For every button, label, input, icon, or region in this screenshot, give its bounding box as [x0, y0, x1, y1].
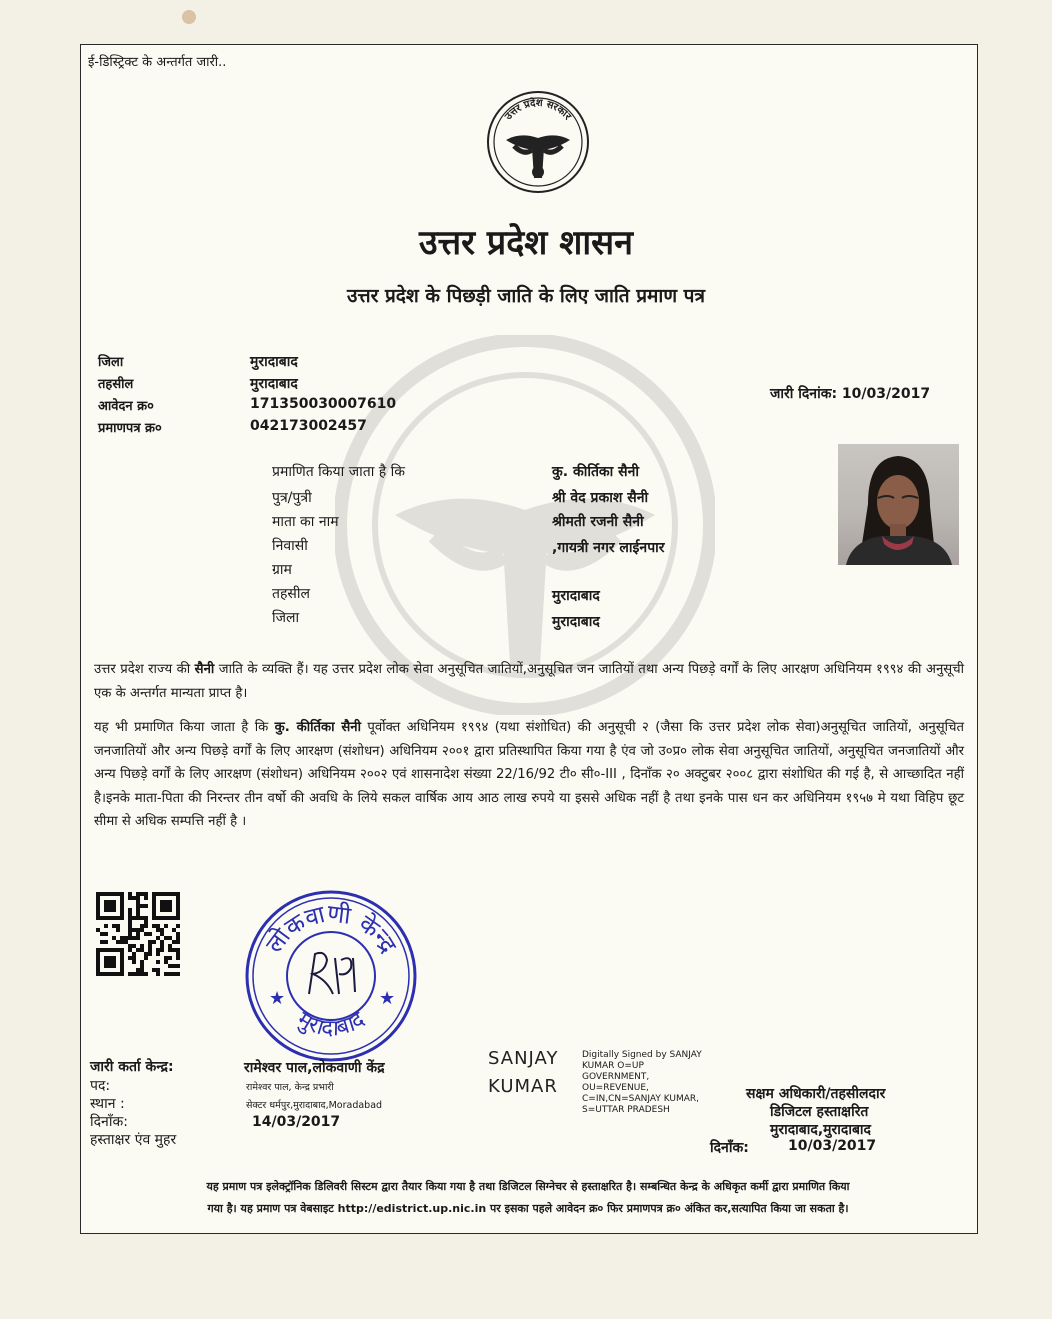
signer-name-line1: SANJAY: [488, 1048, 559, 1069]
issuer-post-value: रामेश्वर पाल, केन्द्र प्रभारी: [246, 1082, 334, 1093]
signer-name-line2: KUMAR: [488, 1076, 558, 1097]
header-note: ई-डिस्ट्रिक्ट के अन्तर्गत जारी..: [88, 55, 227, 70]
certificate-subtitle: उत्तर प्रदेश के पिछड़ी जाति के लिए जाति प्रमाण पत्र: [347, 285, 705, 307]
issuer-date-value: 14/03/2017: [252, 1114, 341, 1130]
detail-label-tehsil: तहसील: [98, 377, 134, 392]
detail-label-certificate-no: प्रमाणपत्र क्र०: [98, 421, 162, 436]
authority-digital-signed: डिजिटल हस्ताक्षरित: [770, 1104, 869, 1120]
issuer-center-value: रामेश्वर पाल,लोकवाणी केंद्र: [244, 1060, 385, 1076]
person-value-district: मुरादाबाद: [552, 614, 600, 630]
applicant-photo: [838, 444, 959, 565]
footer-line: यह प्रमाण पत्र इलेक्ट्रॉनिक डिलिवरी सिस्टम द्वारा तैयार किया गया है तथा डिजिटल सिग्नेचर से हस्ताक्षरित है। सम्बन्धित केन्द्र के अधिकृत कर्मी द्वारा प्रमाणित किया: [206, 1180, 850, 1193]
digital-signature-details: [582, 1050, 702, 1116]
stain-mark: [182, 10, 196, 24]
svg-text:★: ★: [269, 988, 286, 1009]
dsig-line: KUMAR O=UP: [582, 1061, 644, 1071]
detail-value-application-no: 171350030007610: [250, 396, 397, 412]
person-value-address: ,गायत्री नगर लाईनपार: [552, 540, 665, 556]
dsig-line: OU=REVENUE,: [582, 1083, 649, 1093]
issuer-label-date: दिनाँक:: [90, 1114, 128, 1130]
issuer-label-signature: हस्ताक्षर एंव मुहर: [90, 1132, 177, 1148]
detail-label-application-no: आवेदन क्र०: [98, 399, 154, 414]
authority-location: मुरादाबाद,मुरादाबाद: [770, 1122, 871, 1138]
person-label-mother: माता का नाम: [272, 514, 339, 530]
person-label-certified: प्रमाणित किया जाता है कि: [272, 464, 406, 480]
person-value-father: श्री वेद प्रकाश सैनी: [552, 490, 649, 506]
up-emblem: [486, 90, 590, 198]
issuer-label-post: पद:: [90, 1078, 111, 1094]
creamy-layer-paragraph: [94, 716, 964, 834]
p2-person-name: कु. कीर्तिका सैनी: [274, 720, 362, 735]
caste-name: सैनी: [194, 662, 215, 677]
qr-code: [96, 892, 180, 980]
footer-line: गया है। यह प्रमाण पत्र वेबसाइट http://edistrict.up.nic.in पर इसका पहले आवेदन क्र० फिर प्रमाणपत्र क्र० अंकित कर,सत्यापित किया जा सकता है।: [207, 1202, 849, 1215]
svg-text:उत्तर प्रदेश सरकार: उत्तर प्रदेश सरकार: [503, 97, 573, 123]
caste-statement-paragraph: [94, 658, 964, 705]
dsig-line: C=IN,CN=SANJAY KUMAR,: [582, 1094, 699, 1104]
dsig-line: Digitally Signed by SANJAY: [582, 1050, 702, 1060]
p2-text-start: यह भी प्रमाणित किया जाता है कि: [94, 720, 275, 735]
svg-text:लोकवाणी केन्द्र: लोकवाणी केन्द्र: [260, 899, 403, 959]
lokvani-seal: [243, 888, 419, 1068]
person-label-resident: निवासी: [272, 538, 308, 554]
authority-date-value: 10/03/2017: [788, 1138, 877, 1154]
certificate-footer: [88, 1176, 968, 1220]
issuer-label-center: जारी कर्ता केन्द्र:: [90, 1059, 174, 1075]
person-label-parent: पुत्र/पुत्री: [272, 490, 312, 506]
issuer-label-place: स्थान :: [90, 1096, 125, 1112]
dsig-line: S=UTTAR PRADESH: [582, 1105, 670, 1115]
svg-text:मुरादाबाद: मुरादाबाद: [292, 1007, 370, 1042]
person-label-tehsil: तहसील: [272, 586, 310, 602]
main-title: उत्तर प्रदेश शासन: [418, 223, 633, 263]
issue-date-label: जारी दिनांक:: [770, 386, 838, 402]
person-label-village: ग्राम: [272, 562, 292, 578]
p1-text-end: जाति के व्यक्ति हैं। यह उत्तर प्रदेश लोक सेवा अनुसूचित जातियों,अनुसूचित जन जातियों तथा अन्य पिछड़े वर्गों के लिए आरक्षण अधिनियम १९९४ की अनुसूची एक के अन्तर्गत मान्यता प्राप्त है।: [94, 662, 964, 701]
p1-text-start: उत्तर प्रदेश राज्य की: [94, 662, 195, 677]
issue-date-value: 10/03/2017: [841, 386, 931, 402]
authority-date-label: दिनाँक:: [710, 1140, 749, 1156]
p2-text-end: पूर्वोक्त अधिनियम १९९४ (यथा संशोधित) की अनुसूची २ (जैसा कि उत्तर प्रदेश लोक सेवा)अनुसूचित जातियों, अनुसूचित जनजातियों और अन्य पिछड़े वर्गों के लिए आरक्षण (संशोधन) अधिनियम २००१ द्वारा प्रतिस्थापित किया गया है एंव जो उ०प्र० लोक सेवा अनुसूचित जातियों, अनुसूचित जनजातियों और अन्य पिछड़े वर्गों के लिए आरक्षण (संशोधन) अधिनियम २००२ एवं शासनादेश संख्या 22/16/92 टी० सी०-III , दिनाँक २० अक्टुबर २००८ द्वारा संशोधित की गई है, से आच्छादित नहीं है।इनके माता-पिता की निरन्तर तीन वर्षो की अवधि के लिये सकल वार्षिक आय आठ लाख रुपये या इससे अधिक नहीं है तथा इनके पास धन कर अधिनियम १९५७ मे यथा विहिप छूट सीमा से अधिक सम्पत्ति नहीं है ।: [94, 720, 964, 830]
person-value-name: कु. कीर्तिका सैनी: [552, 464, 640, 480]
authority-designation: सक्षम अधिकारी/तहसीलदार: [746, 1086, 886, 1102]
detail-value-certificate-no: 042173002457: [250, 418, 367, 434]
svg-text:★: ★: [379, 988, 396, 1009]
detail-label-district: जिला: [98, 355, 124, 370]
person-value-mother: श्रीमती रजनी सैनी: [552, 514, 644, 530]
dsig-line: GOVERNMENT,: [582, 1072, 650, 1082]
person-label-district: जिला: [272, 610, 300, 626]
issuer-place-value: सेक्टर धर्मपुर,मुरादाबाद,Moradabad: [246, 1100, 383, 1111]
detail-value-tehsil: मुरादाबाद: [250, 376, 298, 392]
issue-date: [770, 384, 930, 403]
detail-value-district: मुरादाबाद: [250, 354, 298, 370]
person-value-tehsil: मुरादाबाद: [552, 588, 600, 604]
